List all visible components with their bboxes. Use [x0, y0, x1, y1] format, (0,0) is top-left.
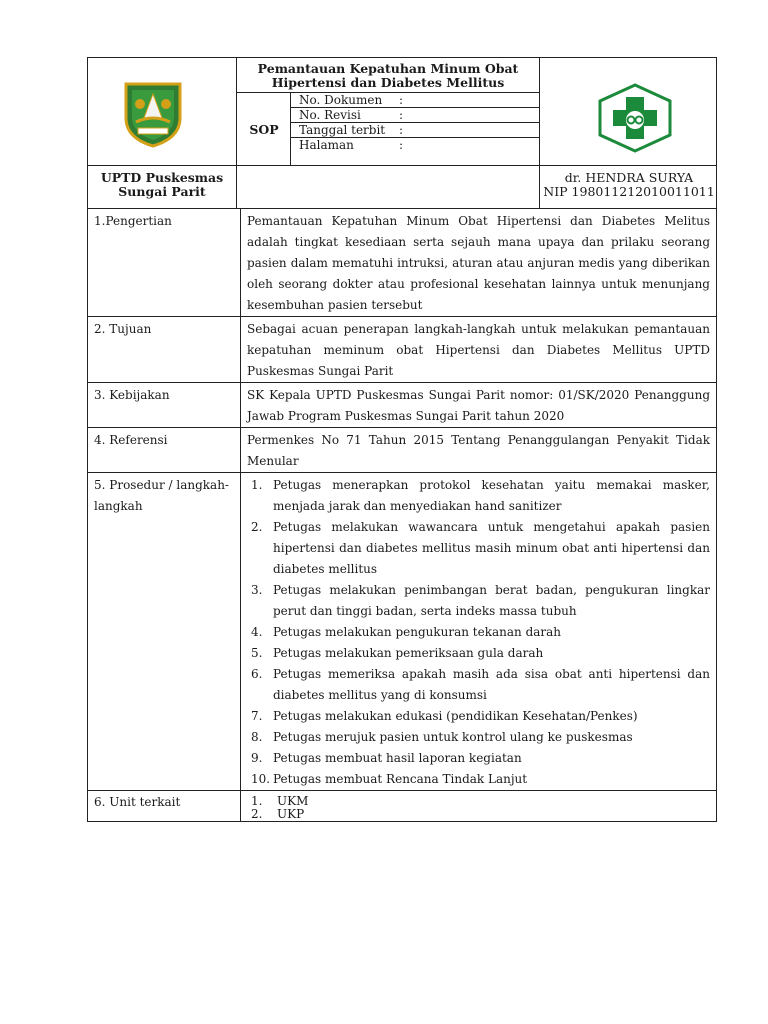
- step-text: Petugas memeriksa apakah masih ada sisa obat anti hipertensi dan diabetes mellitus yang di konsumsi: [273, 667, 710, 702]
- step-text: Petugas melakukan edukasi (pendidikan Kesehatan/Penkes): [273, 709, 638, 723]
- doc-field-sep: :: [399, 138, 404, 152]
- doc-field-sep: :: [399, 108, 404, 122]
- pengertian-text: Pemantauan Kepatuhan Minum Obat Hipertensi dan Diabetes Melitus adalah tingkat kesediaan serta sejauh mana upaya dan prilaku seorang pasien dalam mematuhi intruksi, aturan atau anjuran medis yang diberikan oleh seorang dokter atau profesional kesehatan lainnya untuk menunjang kesembuhan pasien tersebut: [247, 214, 710, 312]
- step-text: Petugas merujuk pasien untuk kontrol ulang ke puskesmas: [273, 730, 633, 744]
- section-text: [241, 473, 717, 791]
- org-line-1: UPTD Puskesmas: [100, 170, 224, 185]
- procedure-steps-list: [247, 475, 710, 790]
- doc-field-row: [291, 108, 539, 123]
- step-text: Petugas membuat Rencana Tindak Lanjut: [273, 772, 528, 786]
- step-text: Petugas melakukan pemeriksaan gula darah: [273, 646, 544, 660]
- step-text: Petugas melakukan wawancara untuk mengetahui apakah pasien hipertensi dan diabetes mellitus masih minum obat anti hipertensi dan diabetes mellitus: [273, 520, 710, 576]
- sop-content-table: [87, 208, 717, 822]
- section-row-tujuan: [88, 317, 717, 383]
- doc-field-label: No. Revisi: [299, 108, 361, 122]
- doctor-nip: NIP 198011212010011011: [543, 184, 715, 199]
- unit-text: UKP: [277, 807, 305, 821]
- list-item: [247, 795, 710, 808]
- unit-number: 1.: [251, 794, 263, 808]
- list-item: [247, 664, 710, 706]
- step-number: 8.: [251, 730, 263, 744]
- step-number: 9.: [251, 751, 263, 765]
- doctor-name: dr. HENDRA SURYA: [564, 170, 694, 185]
- step-text: Petugas menerapkan protokol kesehatan yaitu memakai masker, menjada jarak dan menyediakan hand sanitizer: [273, 478, 710, 513]
- org-row: [87, 165, 717, 209]
- doc-field-label: Halaman: [299, 138, 354, 152]
- step-number: 3.: [251, 583, 263, 597]
- unit-number: 2.: [251, 807, 263, 821]
- list-item: [247, 580, 710, 622]
- section-text: [241, 791, 717, 822]
- step-number: 10.: [251, 772, 271, 786]
- section-label: 5. Prosedur / langkah-langkah: [88, 473, 241, 791]
- section-row-prosedur: [88, 473, 717, 791]
- list-item: [247, 769, 710, 790]
- puskesmas-cross-icon: [596, 83, 674, 153]
- list-item: [247, 808, 710, 821]
- doc-field-row: [291, 123, 539, 138]
- section-text: [241, 317, 717, 383]
- list-item: [247, 748, 710, 769]
- doc-field-label: No. Dokumen: [299, 93, 383, 107]
- list-item: [247, 643, 710, 664]
- section-text: [241, 209, 717, 317]
- list-item: [247, 727, 710, 748]
- step-number: 2.: [251, 520, 263, 534]
- step-number: 1.: [251, 478, 263, 492]
- sop-header: [87, 57, 717, 166]
- section-label: 1.Pengertian: [88, 209, 241, 317]
- section-row-unit: [88, 791, 717, 822]
- doc-field-row: [291, 138, 539, 153]
- section-label: 2. Tujuan: [88, 317, 241, 383]
- title-line-1: Pemantauan Kepatuhan Minum Obat: [257, 61, 519, 76]
- section-row-pengertian: [88, 209, 717, 317]
- list-item: [247, 622, 710, 643]
- org-divider: [236, 165, 237, 208]
- unit-text: UKM: [277, 794, 309, 808]
- document-title: [238, 62, 538, 90]
- doc-field-sep: :: [399, 93, 404, 107]
- title-line-2: Hipertensi dan Diabetes Mellitus: [271, 75, 505, 90]
- sop-label: SOP: [249, 122, 279, 137]
- list-item: [247, 706, 710, 727]
- step-number: 7.: [251, 709, 263, 723]
- section-label: 4. Referensi: [88, 428, 241, 473]
- kebijakan-text: SK Kepala UPTD Puskesmas Sungai Parit nomor: 01/SK/2020 Penanggung Jawab Program Puskesmas Sungai Parit tahun 2020: [247, 388, 710, 423]
- list-item: [247, 517, 710, 580]
- step-text: Petugas melakukan pengukuran tekanan darah: [273, 625, 562, 639]
- doc-field-row: [291, 93, 539, 108]
- header-divider: [236, 58, 237, 165]
- header-divider: [539, 58, 540, 165]
- organization-name: [88, 171, 236, 199]
- section-label: 3. Kebijakan: [88, 383, 241, 428]
- step-number: 5.: [251, 646, 263, 660]
- step-number: 4.: [251, 625, 263, 639]
- section-row-kebijakan: [88, 383, 717, 428]
- doc-field-sep: :: [399, 123, 404, 137]
- regional-emblem-icon: [118, 78, 188, 148]
- tujuan-text: Sebagai acuan penerapan langkah-langkah untuk melakukan pemantauan kepatuhan meminum obat Hipertensi dan Diabetes Mellitus UPTD Puskesmas Sungai Parit: [247, 322, 710, 378]
- section-text: [241, 383, 717, 428]
- section-row-referensi: [88, 428, 717, 473]
- section-label: 6. Unit terkait: [88, 791, 241, 822]
- referensi-text: Permenkes No 71 Tahun 2015 Tentang Penanggulangan Penyakit Tidak Menular: [247, 433, 710, 468]
- unit-list: [247, 793, 710, 821]
- step-text: Petugas melakukan penimbangan berat badan, pengukuran lingkar perut dan tinggi badan, serta indeks massa tubuh: [273, 583, 710, 618]
- doc-field-label: Tanggal terbit: [299, 123, 386, 137]
- list-item: [247, 475, 710, 517]
- section-text: [241, 428, 717, 473]
- org-line-2: Sungai Parit: [118, 184, 206, 199]
- doctor-signature-block: [540, 171, 718, 199]
- step-number: 6.: [251, 667, 263, 681]
- step-text: Petugas membuat hasil laporan kegiatan: [273, 751, 522, 765]
